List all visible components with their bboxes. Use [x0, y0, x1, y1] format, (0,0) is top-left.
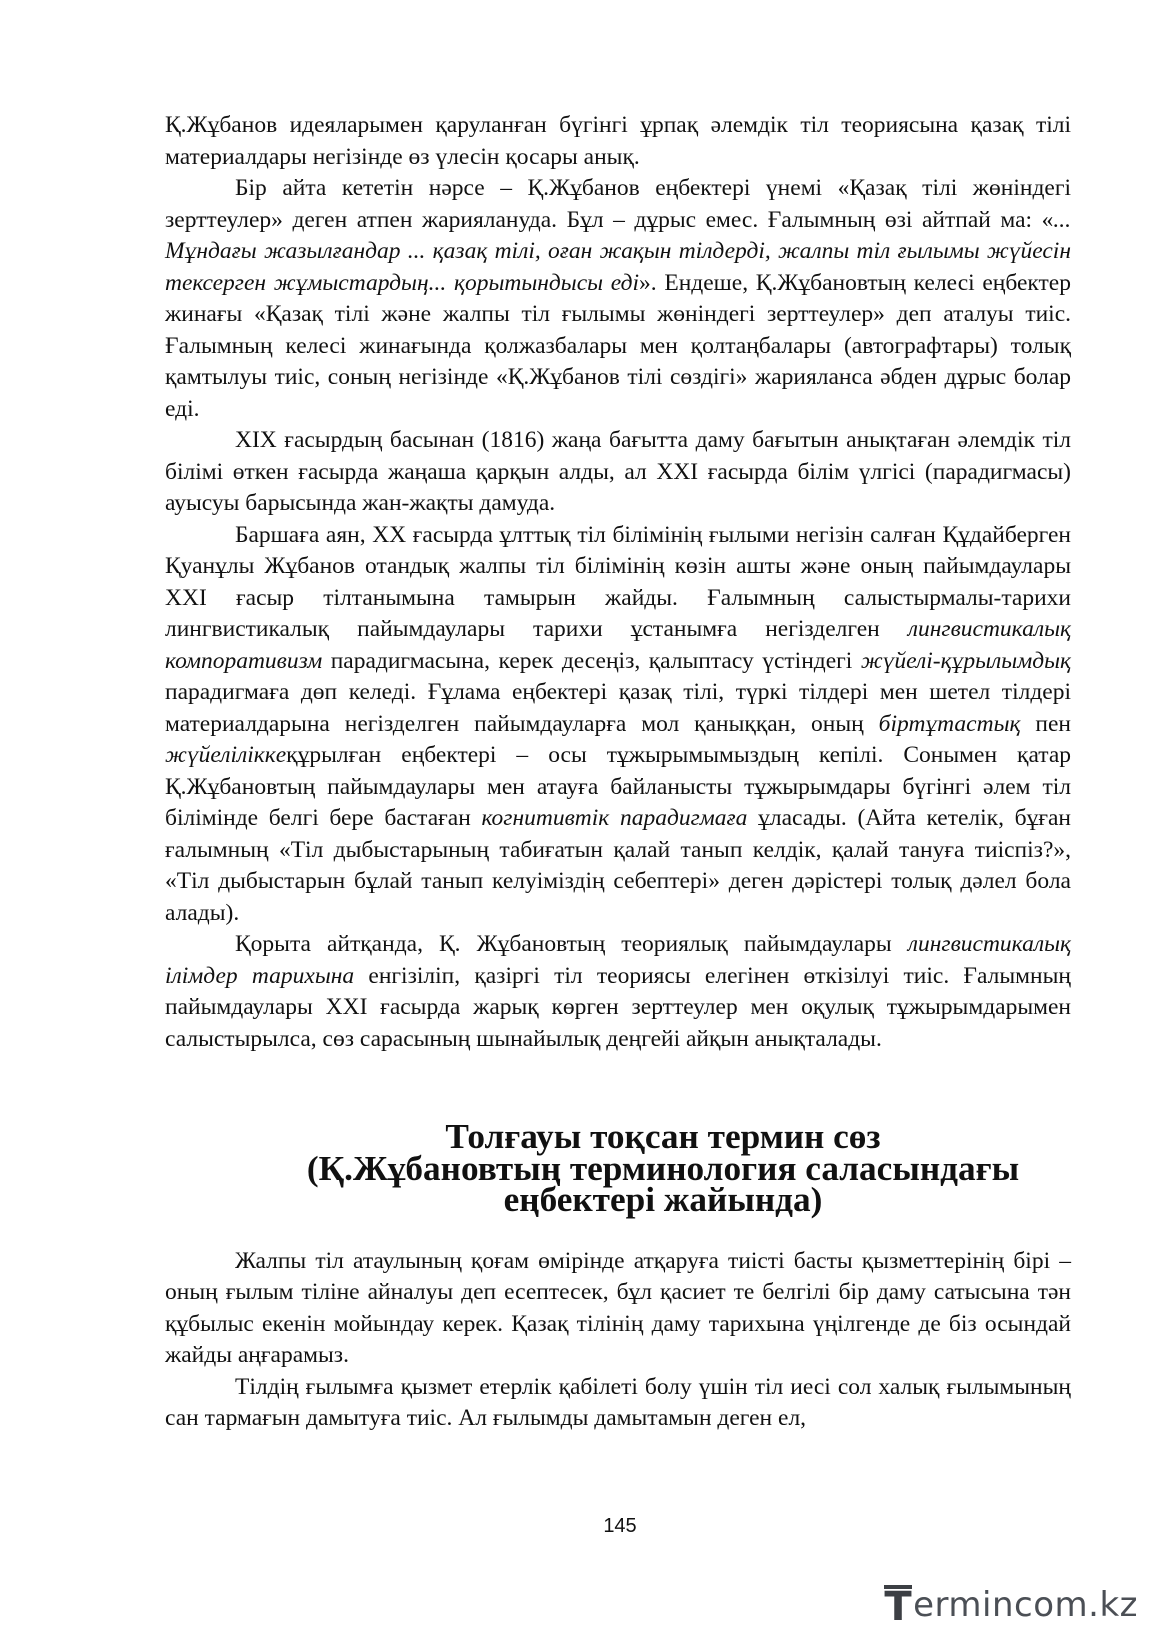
italic-term: когнитивтік парадигмаға	[481, 805, 748, 831]
paragraph-p2	[165, 173, 1071, 425]
text-run: Қ.Жұбанов идеяларымен қаруланған бүгінгі ұрпақ әлемдік тіл теориясына қазақ тілі материалдары негізінде өз үлесін қосары анық.	[165, 112, 1071, 170]
logo-t-letter: T	[884, 1584, 913, 1630]
logo-text: ermincom.kz	[913, 1585, 1138, 1625]
paragraph-p6	[165, 1246, 1071, 1372]
italic-term: лингвистикалық ілімдер тарихына	[165, 931, 1071, 989]
text-run: пен	[1020, 710, 1071, 737]
page-number: 145	[603, 1515, 637, 1537]
paragraph-p5	[165, 929, 1071, 1055]
section-heading-title: Толғауы тоқсан термин сөз	[445, 1117, 881, 1156]
text-run: Жалпы тіл атаулының қоғам өмірінде атқаруға тиісті басты қызметтерінің бірі – оның ғылым тіліне айналуы деп есептесек, бұл қасиет те белгілі бір даму сатысына тән құбылыс екенін мойындау керек. Қазақ тілінің даму тарихына үңілгенде де біз осындай жайды аңғарамыз.	[165, 1247, 1071, 1368]
text-run: Қорыта айтқанда, Қ. Жұбановтың теориялық пайымдаулары	[235, 931, 908, 957]
paragraph-p4	[165, 520, 1071, 930]
paragraph-p3	[165, 425, 1071, 520]
text-run: Тілдің ғылымға қызмет етерлік қабілеті болу үшін тіл иесі сол халық ғылымының сан тармағын дамытуға тиіс. Ал ғылымды дамытамын деген ел,	[165, 1373, 1071, 1431]
italic-term: лингвистикалық компоративизм	[165, 616, 1071, 674]
italic-term: ... Мұндағы жазылғандар ... қазақ тілі, оған жақын тілдерді, жалпы тіл ғылымы жүйесін тексерген жұмыстардың... қорытындысы еді	[165, 206, 1071, 296]
body-text-after-heading	[165, 1246, 1071, 1435]
section-heading-subtitle: (Қ.Жұбановтың терминология саласындағы еңбектері жайында)	[306, 1148, 1020, 1219]
body-text-before-heading	[165, 110, 1071, 1055]
paragraph-p7	[165, 1372, 1071, 1435]
text-run: Бір айта кететін нәрсе – Қ.Жұбанов еңбектері үнемі «Қазақ тілі жөніндегі зерттеулер» деген атпен жариялануда. Бұл – дұрыс емес. Ғалымның өзі айтпай ма: «	[165, 175, 1071, 233]
text-run: Баршаға аян, ХХ ғасырда ұлттық тіл білімінің ғылыми негізін салған Құдайберген Қуанұлы Жұбанов отандық жалпы тіл білімінің көзін ашты және оның пайымдаулары ХХІ ғасыр тілтанымына тамырын жайды. Ғалымның салыстырмалы-тарихи лингвистикалық пайымдаулары тарихи ұстанымға негізделген	[165, 521, 1071, 642]
text-run: ». Ендеше, Қ.Жұбановтың келесі еңбектер жинағы «Қазақ тілі және жалпы тіл ғылымы жөніндегі зерттеулер» деп аталуы тиіс. Ғалымның келесі жинағында қолжазбалары мен қолтаңбалары (автографтары) толық қамтылуы тиіс, соның негізінде «Қ.Жұбанов тілі сөздігі» жарияланса әбден дұрыс болар еді.	[165, 269, 1071, 422]
text-run: ұласады. (Айта кетелік, бұған ғалымның «Тіл дыбыстарының табиғатын қалай танып келдік, қалай тануға тиіспіз?», «Тіл дыбыстарын бұлай танып келуіміздің себептері» деген дәрістері толық дәлел бола алады).	[165, 805, 1071, 926]
italic-term: біртұтастық	[878, 710, 1021, 737]
italic-term: жүйеліліккe	[165, 742, 287, 768]
terminkom-logo[interactable]	[884, 1584, 1138, 1630]
text-run: ХІХ ғасырдың басынан (1816) жаңа бағытта даму бағытын анықтаған әлемдік тіл білімі өткен ғасырда жаңаша қарқын алды, ал ХХІ ғасырда білім үлгісі (парадигмасы) ауысуы барысында жан-жақты дамуда.	[165, 427, 1071, 516]
italic-term: жүйелі-құрылымдық	[860, 647, 1071, 674]
page-body	[165, 110, 1071, 1435]
text-run: парадигмасына, керек десеңіз, қалыптасу үстіндегі	[322, 647, 861, 674]
text-run: құрылған еңбектері – осы тұжырымымыздың кепілі. Сонымен қатар Қ.Жұбановтың пайымдаулары мен атауға байланысты тұжырымдары бүгінгі әлем тіл білімінде белгі бере бастаған	[165, 742, 1071, 831]
paragraph-p1	[165, 110, 1071, 173]
text-run: парадигмаға дөп келеді. Ғұлама еңбектері қазақ тілі, түркі тілдері мен шетел тілдері материалдарына негізделген пайымдауларға мол қаныққан, оның	[165, 679, 1071, 737]
text-run: енгізіліп, қазіргі тіл теориясы елегінен өткізілуі тиіс. Ғалымның пайымдаулары ХХІ ғасырда жарық көрген зерттеулер мен оқулық тұжырымдарымен салыстырылса, сөз сарасының шынайылық деңгейі айқын анықталады.	[165, 962, 1071, 1052]
